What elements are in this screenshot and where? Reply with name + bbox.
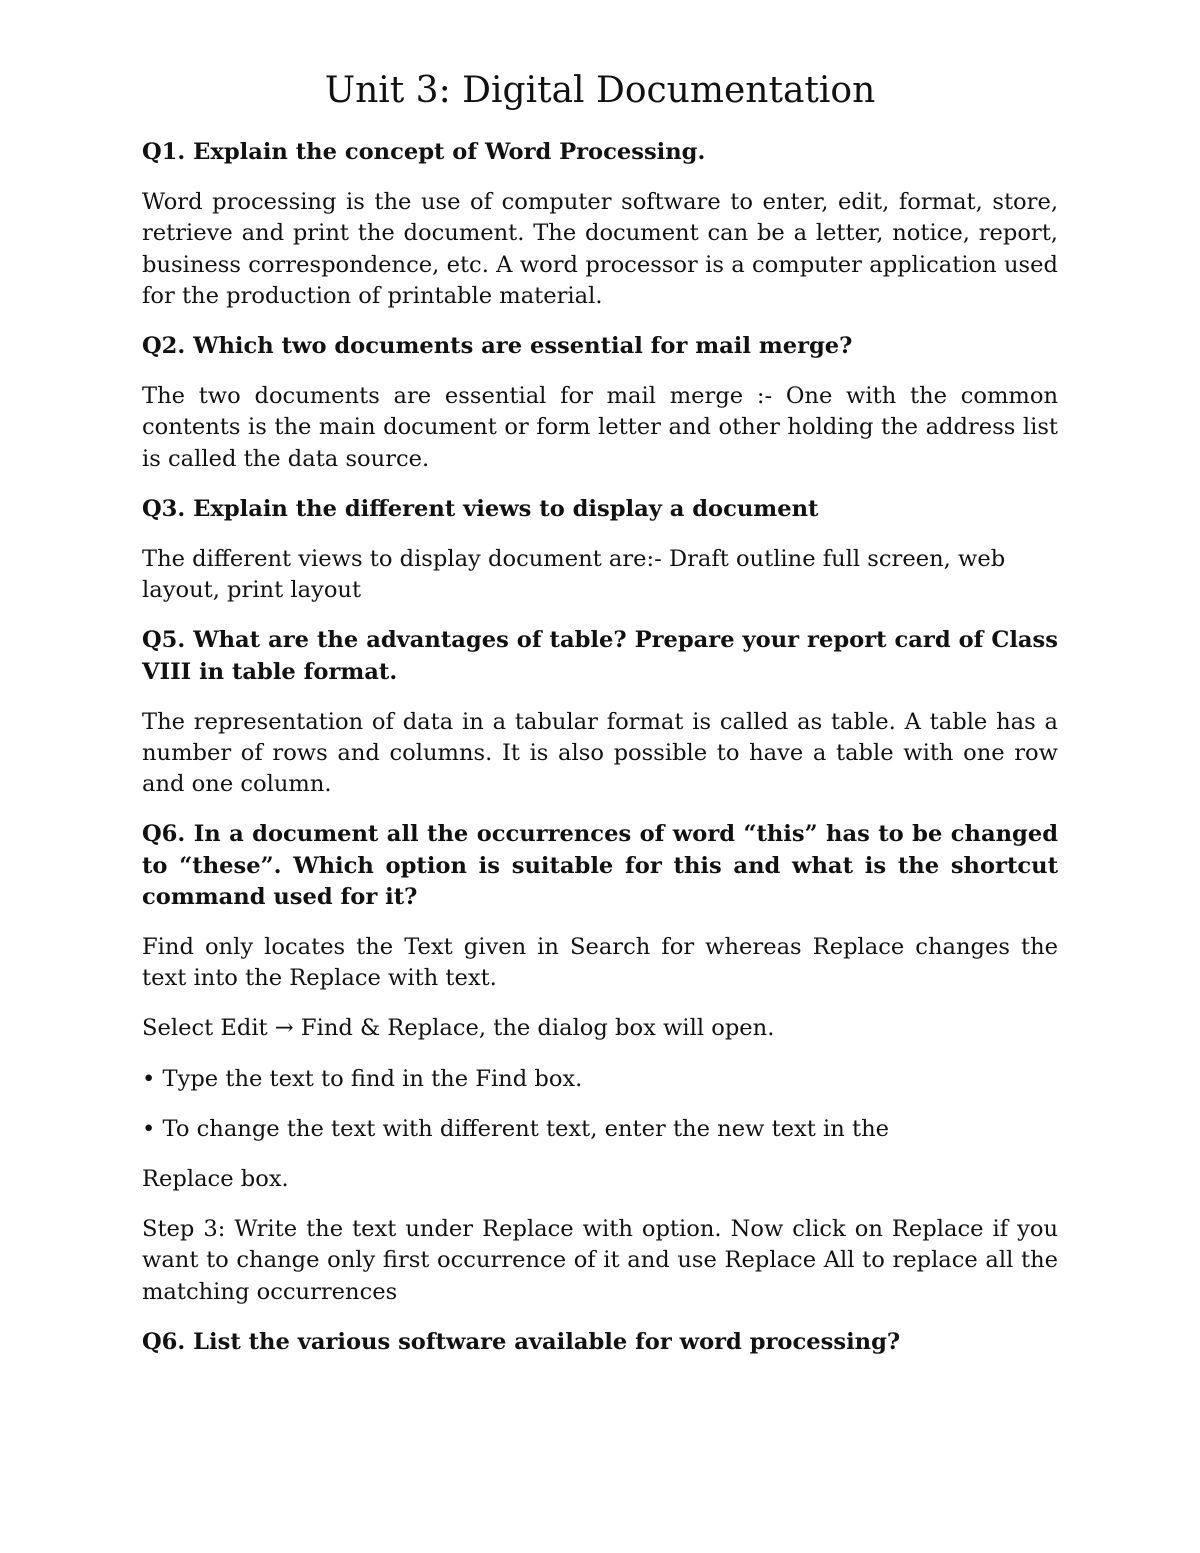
- answer-paragraph: The two documents are essential for mail merge :- One with the common contents is the main document or form letter and other holding the address list is called the data source.: [142, 383, 1058, 472]
- bullet-item: • To change the text with different text, enter the new text in the: [142, 1115, 889, 1142]
- question-heading: Q6. List the various software available for word processing?: [142, 1328, 901, 1355]
- question-heading: Q1. Explain the concept of Word Processing.: [142, 139, 706, 165]
- question-heading: Q6. In a document all the occurrences of word “this” has to be changed to “these”. Which option is suitable for this and what is the shortcut command used for it?: [142, 821, 1058, 910]
- document-page: [142, 66, 1058, 1377]
- answer-paragraph: The representation of data in a tabular format is called as table. A table has a number of rows and columns. It is also possible to have a table with one row and one column.: [142, 708, 1058, 798]
- answer-paragraph: Replace box.: [142, 1166, 289, 1193]
- answer-paragraph: Step 3: Write the text under Replace with option. Now click on Replace if you want to change only first occurrence of it and use Replace All to replace all the matching occurrences: [142, 1216, 1058, 1305]
- document-title: Unit 3: Digital Documentation: [324, 70, 876, 111]
- answer-paragraph: Select Edit → Find & Replace, the dialog box will open.: [142, 1015, 775, 1042]
- answer-paragraph: Word processing is the use of computer software to enter, edit, format, store, retrieve and print the document. The document can be a letter, notice, report, business correspondence, etc. A word processor is a computer application used for the production of printable material.: [142, 189, 1058, 309]
- question-heading: Q3. Explain the different views to display a document: [142, 495, 819, 522]
- question-heading: Q5. What are the advantages of table? Prepare your report card of Class VIII in table format.: [142, 627, 1058, 685]
- section-q6-replace: [142, 819, 1058, 1307]
- section-q3: [142, 494, 1058, 607]
- bullet-item: • Type the text to find in the Find box.: [142, 1065, 583, 1092]
- question-heading: Q2. Which two documents are essential for mail merge?: [142, 333, 853, 360]
- section-q1: [142, 137, 1058, 312]
- answer-paragraph: The different views to display document are:- Draft outline full screen, web layout, print layout: [142, 546, 1006, 604]
- section-q2: [142, 331, 1058, 475]
- section-q6-software: [142, 1327, 1058, 1358]
- section-q5: [142, 625, 1058, 800]
- answer-paragraph: Find only locates the Text given in Search for whereas Replace changes the text into the Replace with text.: [142, 934, 1058, 992]
